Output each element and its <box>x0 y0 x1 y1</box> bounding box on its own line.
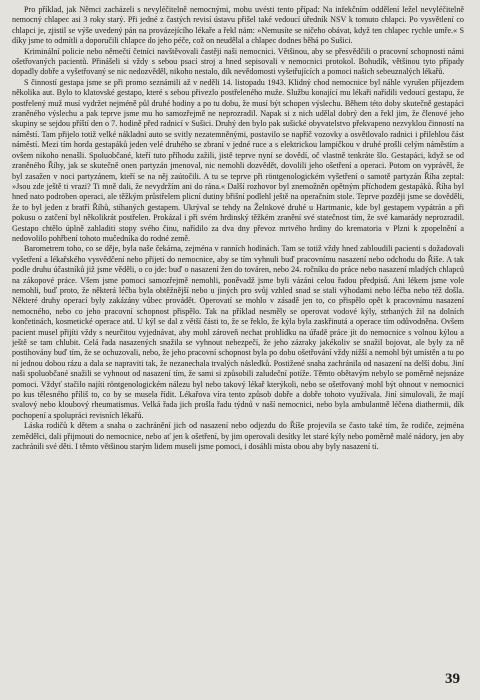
paragraph: Kriminální policie nebo němečtí četníci navštěvovali častěji naši nemocnici. Většinou, aby se přesvědčili o pracovní schopnosti námi ošetřovaných pacientů. Přinášeli si vždy s sebou psací stroj a hned sepisovali v nemocnici protokol. Bohudík, většinou tyto případy dopadly dobře a vyšetřovaný se nic nedozvěděl, nikoho nestalo, dík nevědomosti vyšetřujících a pomoci našich sebeuznalých lékařů. <box>12 46 464 77</box>
paragraph: Pro příklad, jak Němci zacházeli s nevyléčitelně nemocnými, mohu uvésti tento případ: Na infekčním oddělení ležel nevyléčitelně nemocný chlapec asi 3 roky starý. Při jedné z častých revisí ústavu přišel také vedoucí úředník NSV k tomuto chlapci. Po vysvětlení co chlapci je, zjistil se výše uvedený pán na provázejícího lékaře a řekl nám: »Nemusíte se ničeho obávat, když ten chlapec rychle umře.« S díky jsme to odmítli a doporučili chlapce do jeho péče, což on neudělal a chlapec dodnes běhá po Sušici. <box>12 5 464 46</box>
paragraph: Barometrem toho, co se děje, byla naše čekárna, zejména v ranních hodinách. Tam se totiž vždy hned zabloudili pacienti s dožadovali vyšetření a lékařského vysvědčení nebo přijetí do nemocnice, aby se tím vyhnuli buď pracovnímu nasazení nebo odchodu do Říše. A tak podle druhu účastníků již jsme věděli, o co jde: buď o nasazení žen do továren, nebo 24. ročníku do práce nebo nasazení mladých chlapců na zákopové práce. Všem jsme pomoci samozřejmě nemohli, poněvadž jsme byli vázáni celou řadou předpisů. Ani lékem jsme vole nemohli, buď proto, že některá léčba byla obtěžnější nebo u jiných pro svůj vzhled snad se stali výhodami nebo léčba nebo též došla. Některé druhy operací byly zakázány vůbec provádět. Operovatí se mohlo v zásadě jen to, co přispělo opět k pracovnímu nasazení nemocného, nebo co jeho pracovní schopnost přispělo. Tak na příklad nesměly se operovat vodové kýly, strhaných žil na dolních končetinách, kosmetické operace atd. U kýl se dal z větší části to, že se řeklo, že kýla byla zaskřinutá a operace tím odůvodněna. Ovšem pacient musel přijíti vždy s neurčitou vyjednávat, aby mohl zároveň nechat prohlídku na úřadě práce jít do nemocnice s volnou kýlou a ještě se tam chlubit. Celá řada nasazených snažila se vyhnout nebezpečí, že jeho zázraky jakékoliv se snažil bojovat, ale byly za ně postihovány buď tím, že se ochuzovali, nebo, že jeho pracovní schopnost byla po dobu ošetřování vždy nižší a nemohl být umístěn a tu po ní jednou dobou rázu a dala se napraviti tak, že nezanechala trvalých následků. Postižené snaha zachránila od nasazení na delší dobu. Jiní naši spoluobčané snažili se vyhnout od nasazení tím, že sami si způsobili zaludeční potíže. Těmto obětavým nebylo se poměrně nejsnáze pomoci. Vždyť stačilo najíti röntgenologickém nálezu byl nebo takový lékař kterýkoli, nebo se ošetřovaný mohl být ohnout v nemocnici po kus tělesného příliš to, co by se musela řídit. Lékařova víra tento způsob dobře a dobře tohoto využívala. Jiní simulovali, že mají svalový nebo kloubový rheumatismus. Velká řada jich prošla řadu týdnů v naší nemocnici, nebo byla ambulantně léčena diathermii, dík pochopení a spolupráci revisních lékařů. <box>12 244 464 420</box>
body-text <box>12 5 464 452</box>
page-number: 39 <box>445 671 460 687</box>
paragraph: Láska rodičů k dětem a snaha o zachránění jich od nasazení nebo odjezdu do Říše projevila se často také tím, že rodiče, zejména zemědělci, dali přijmouti do nemocnice, nebo ať jen k ošetření, by jim operovali desítky let staré kýly nebo poměrně malé nádory, jen aby zachránili své děti. I těmto většinou starým lidem museli jsme pomoci, i dosáhli místa obou aby byly nasazení tí. <box>12 421 464 452</box>
paragraph: S činností gestapa jsme se při promo seznámili až v neděli 14. listopadu 1943. Klidný chod nemocnice byl náhle vyrušen příjezdem několika aut. Bylo to klatovské gestapo, které s sebou přivezlo postřeleného muže. Službu konající mu lékaři nařídili vedoucí gestapu, že postřelený muž musí vydržet nejméně půl druhé hodiny a po tu dobu, že musí být schopen výslechu. Během této doby skutečně gestapáci zraněného výslechu a pak teprve jsme mu ho samozřejmě ne neprozradil. Napak si z nich udělal dobrý den a řekl jim, že členové jeho skupiny se sejdou příští den o 7. hodině před radnicí v Sušici. Druhý den bylo pak sušické obyvatelstvo překvapeno nezvyklou činností na náměstí. Tam přijelo totiž velké nákladní auto se svitly nezatemněnými, postavilo se napříč vozovky a osvětlovalo radnici i přilehlou část náměstí. Mezi tím horda gestapáků jeden velé druhého se zbraní v jedné ruce a s elektrickou lampičkou v druhé prošli celým náměstím a ovšem nikoho nenašli. Spoluobčané, kteří tuto příhodu zažili, jistě teprve nyní se dovědí, oč vlastně tenkráte šlo. Gestapáci, když se od zraněného Říhy, jak se skutečně onen partyzán jmenoval, nic nemohli dozvědět, dovolili jeho ošetření a operaci. Potom on vyprávěl, že byl zasažen v noci partyzánem, kteří se na něj zaútočili. A tu se teprve při röntgenologickém vyšetření o samotě partyzán Říha zeptal: »Jsou zde ještě ti vrazi? Ti mně dali, že nevydržím ani do rána.« Další rozhovor byl znemožněn opětným příchodem gestapáků. Říha byl hned nato podroben operaci, ale těžkým průstřelem plicní dutiny břišní podlehl ještě na operačním stole. Teprve později jsme se dověděli, že to byl jeden z bratří Říhů, stíhaných gestapem. Ukrýval se tehdy na Želnkové druhé u Hartmanic, kde byl gestapem vypátrán a při pokusu o zatčení byl několikrát postřelen. Prokázal i při svém hrdinský těžkém zranění své statečnost tím, že své kamarády neprozradil. Gestapo chtělo úplně zahladiti stopy svého činu, nařídilo za dva dny převoz mrtvého hrdiny do krematoria v Plzni k zpopelnění a nedovolilo pohřbení tohoto mučedníka do rodné země. <box>12 77 464 243</box>
